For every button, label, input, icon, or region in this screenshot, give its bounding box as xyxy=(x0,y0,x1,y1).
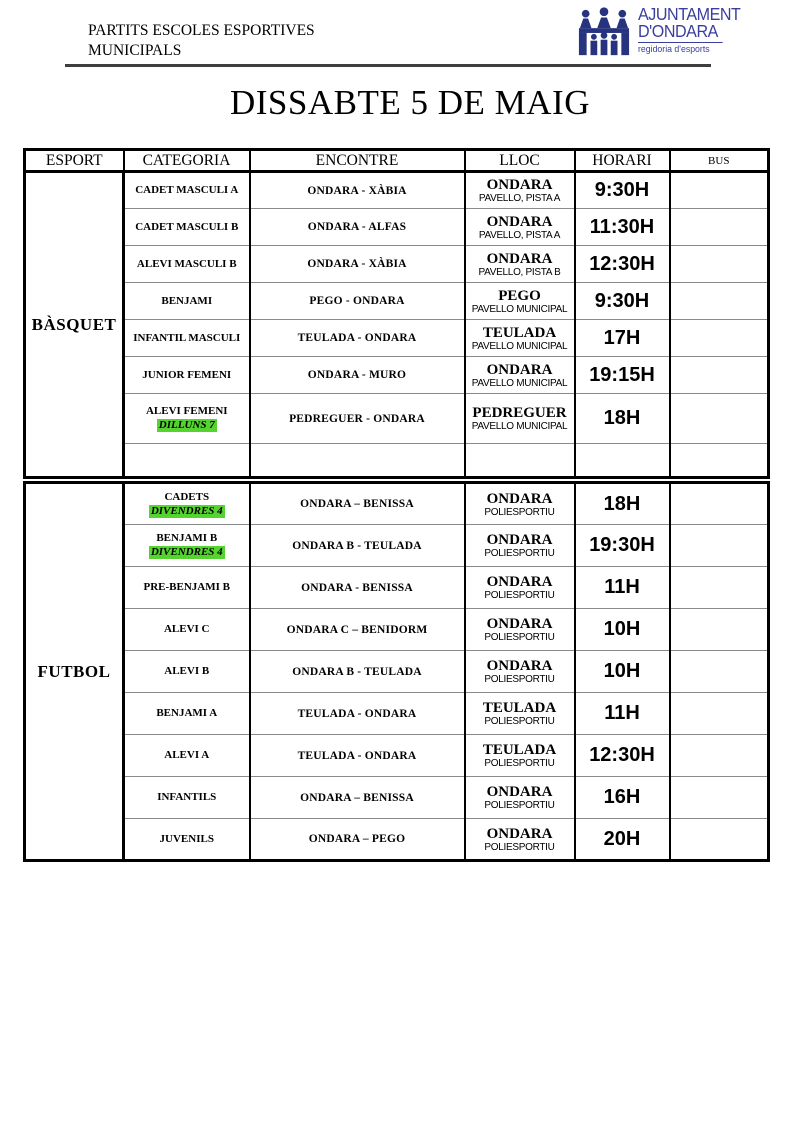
column-header-esport: ESPORT xyxy=(25,150,124,172)
encontre-cell: ONDARA – BENISSA xyxy=(250,483,465,525)
lloc-venue: POLIESPORTIU xyxy=(484,506,555,518)
categoria-label: ALEVI MASCULI B xyxy=(136,257,237,270)
lloc-town: ONDARA xyxy=(486,213,553,230)
lloc-town: ONDARA xyxy=(486,532,553,548)
table-header-row xyxy=(25,150,769,172)
categoria-cell xyxy=(124,609,250,651)
note-highlight: DILLUNS 7 xyxy=(158,419,215,431)
lloc-venue: PAVELLO MUNICIPAL xyxy=(471,421,568,432)
categoria-cell xyxy=(124,777,250,819)
encontre-cell: ONDARA - MURO xyxy=(250,357,465,394)
categoria-label: ALEVI B xyxy=(164,665,210,677)
horari-cell: 12:30H xyxy=(575,735,670,777)
lloc-town: ONDARA xyxy=(486,616,553,632)
logo-org-line2: D'ONDARA xyxy=(638,20,718,41)
lloc-venue: PAVELLO, PISTA B xyxy=(478,266,561,278)
encontre-cell: ONDARA - XÀBIA xyxy=(250,172,465,209)
lloc-venue: PAVELLO MUNICIPAL xyxy=(471,340,568,352)
column-header-categoria: CATEGORIA xyxy=(124,150,250,172)
encontre-cell: PEGO - ONDARA xyxy=(250,283,465,320)
categoria-cell xyxy=(124,693,250,735)
match-row xyxy=(25,320,769,357)
match-row xyxy=(25,777,769,819)
match-row xyxy=(25,246,769,283)
lloc-town: TEULADA xyxy=(482,700,557,716)
bus-cell xyxy=(670,357,769,394)
horari-cell: 11H xyxy=(575,567,670,609)
column-header-horari: HORARI xyxy=(575,150,670,172)
match-row xyxy=(25,525,769,567)
bus-cell xyxy=(670,394,769,444)
encontre-cell: TEULADA - ONDARA xyxy=(250,735,465,777)
bus-cell xyxy=(670,609,769,651)
bus-cell xyxy=(670,525,769,567)
bus-cell xyxy=(670,819,769,861)
bus-cell xyxy=(670,172,769,209)
lloc-town: ONDARA xyxy=(486,784,553,800)
categoria-label: ALEVI C xyxy=(163,623,210,635)
horari-cell: 18H xyxy=(575,394,670,444)
sport-label: FUTBOL xyxy=(25,483,124,861)
match-row xyxy=(25,172,769,209)
lloc-cell xyxy=(465,819,575,861)
encontre-cell: ONDARA - XÀBIA xyxy=(250,246,465,283)
lloc-town: PEDREGUER xyxy=(472,405,567,421)
bus-cell xyxy=(670,209,769,246)
empty-row xyxy=(25,444,769,478)
ondara-crest-icon xyxy=(577,6,631,58)
match-row xyxy=(25,394,769,444)
encontre-cell: PEDREGUER - ONDARA xyxy=(250,394,465,444)
lloc-cell xyxy=(465,246,575,283)
encontre-cell: ONDARA B - TEULADA xyxy=(250,651,465,693)
sport-label: BÀSQUET xyxy=(25,172,124,478)
encontre-cell: ONDARA – PEGO xyxy=(250,819,465,861)
lloc-cell xyxy=(465,394,575,444)
document-title-line2: MUNICIPALS xyxy=(88,42,182,59)
categoria-label: BENJAMI A xyxy=(156,707,218,719)
note-highlight: DIVENDRES 4 xyxy=(150,546,223,558)
logo-separator xyxy=(638,42,723,43)
lloc-venue: PAVELLO MUNICIPAL xyxy=(471,303,568,315)
categoria-label: CADET MASCULI A xyxy=(135,184,239,196)
encontre-cell: ONDARA - ALFAS xyxy=(250,209,465,246)
horari-cell: 9:30H xyxy=(575,283,670,320)
bus-cell xyxy=(670,693,769,735)
categoria-label: ALEVI A xyxy=(164,749,210,761)
match-row xyxy=(25,357,769,394)
lloc-town: TEULADA xyxy=(482,742,557,758)
encontre-cell: ONDARA – BENISSA xyxy=(250,777,465,819)
bus-cell xyxy=(670,246,769,283)
bus-cell xyxy=(670,735,769,777)
horari-cell: 9:30H xyxy=(575,172,670,209)
categoria-cell xyxy=(124,567,250,609)
futbol-table xyxy=(23,481,770,862)
bus-cell xyxy=(670,777,769,819)
horari-cell xyxy=(575,444,670,478)
logo-department: regidoria d'esports xyxy=(638,44,710,55)
encontre-cell xyxy=(250,444,465,478)
bus-cell xyxy=(670,483,769,525)
match-row xyxy=(25,693,769,735)
lloc-cell xyxy=(465,357,575,394)
categoria-cell xyxy=(124,444,250,478)
categoria-label: JUNIOR FEMENI xyxy=(142,368,232,381)
categoria-cell xyxy=(124,357,250,394)
horari-cell: 18H xyxy=(575,483,670,525)
header-divider xyxy=(65,64,711,67)
lloc-cell xyxy=(465,320,575,357)
basquet-table xyxy=(23,148,770,479)
column-header-bus: BUS xyxy=(670,150,769,172)
logo-org-line1: AJUNTAMENT xyxy=(638,4,741,24)
match-row xyxy=(25,735,769,777)
lloc-cell xyxy=(465,777,575,819)
lloc-town: ONDARA xyxy=(486,490,553,507)
lloc-venue: POLIESPORTIU xyxy=(484,758,555,769)
ajuntament-ondara-logo xyxy=(577,6,749,58)
categoria-cell xyxy=(124,320,250,357)
categoria-label: CADETS xyxy=(164,490,210,503)
bus-cell xyxy=(670,651,769,693)
lloc-cell xyxy=(465,735,575,777)
match-row xyxy=(25,483,769,525)
match-row xyxy=(25,209,769,246)
lloc-town: TEULADA xyxy=(482,324,557,341)
categoria-cell xyxy=(124,525,250,567)
column-header-lloc: LLOC xyxy=(465,150,575,172)
categoria-cell xyxy=(124,172,250,209)
match-row xyxy=(25,819,769,861)
column-header-encontre: ENCONTRE xyxy=(250,150,465,172)
lloc-venue: POLIESPORTIU xyxy=(484,716,555,727)
horari-cell: 10H xyxy=(575,609,670,651)
categoria-cell xyxy=(124,651,250,693)
match-row xyxy=(25,651,769,693)
categoria-label: ALEVI FEMENI xyxy=(145,405,228,417)
lloc-cell xyxy=(465,172,575,209)
lloc-town: ONDARA xyxy=(486,361,553,378)
categoria-cell xyxy=(124,246,250,283)
lloc-cell xyxy=(465,651,575,693)
lloc-venue: POLIESPORTIU xyxy=(484,800,555,811)
note-highlight: DIVENDRES 4 xyxy=(150,504,223,517)
lloc-cell xyxy=(465,609,575,651)
horari-cell: 16H xyxy=(575,777,670,819)
categoria-cell xyxy=(124,483,250,525)
lloc-venue: PAVELLO, PISTA A xyxy=(478,229,561,241)
logo-text xyxy=(638,6,740,55)
categoria-label: CADET MASCULI B xyxy=(135,220,239,233)
categoria-label: JUVENILS xyxy=(159,832,214,845)
encontre-cell: ONDARA B - TEULADA xyxy=(250,525,465,567)
lloc-town: ONDARA xyxy=(486,825,553,842)
categoria-cell xyxy=(124,283,250,320)
lloc-town: ONDARA xyxy=(486,574,553,590)
lloc-venue: POLIESPORTIU xyxy=(484,841,555,853)
categoria-label: INFANTIL MASCULI xyxy=(133,331,241,344)
bus-cell xyxy=(670,444,769,478)
page-title: DISSABTE 5 DE MAIG xyxy=(230,83,590,122)
categoria-cell xyxy=(124,394,250,444)
lloc-cell xyxy=(465,693,575,735)
lloc-cell xyxy=(465,209,575,246)
match-row xyxy=(25,609,769,651)
horari-cell: 19:15H xyxy=(575,357,670,394)
lloc-cell xyxy=(465,567,575,609)
lloc-cell xyxy=(465,525,575,567)
lloc-town: ONDARA xyxy=(486,250,553,267)
categoria-label: BENJAMI B xyxy=(156,532,218,544)
encontre-cell: ONDARA - BENISSA xyxy=(250,567,465,609)
lloc-town: ONDARA xyxy=(486,658,553,674)
schedule xyxy=(23,148,767,862)
lloc-venue: POLIESPORTIU xyxy=(484,590,555,601)
lloc-venue: POLIESPORTIU xyxy=(484,548,555,559)
horari-cell: 17H xyxy=(575,320,670,357)
bus-cell xyxy=(670,567,769,609)
lloc-town: PEGO xyxy=(498,287,541,304)
categoria-label: BENJAMI xyxy=(161,294,213,307)
lloc-venue: PAVELLO, PISTA A xyxy=(478,193,561,204)
encontre-cell: TEULADA - ONDARA xyxy=(250,320,465,357)
match-row xyxy=(25,567,769,609)
encontre-cell: TEULADA - ONDARA xyxy=(250,693,465,735)
lloc-town: ONDARA xyxy=(486,177,553,193)
lloc-cell xyxy=(465,283,575,320)
document-title xyxy=(88,21,315,61)
horari-cell: 10H xyxy=(575,651,670,693)
lloc-venue: POLIESPORTIU xyxy=(484,632,555,643)
horari-cell: 11H xyxy=(575,693,670,735)
match-row xyxy=(25,283,769,320)
lloc-cell xyxy=(465,483,575,525)
lloc-venue: POLIESPORTIU xyxy=(484,674,555,685)
horari-cell: 19:30H xyxy=(575,525,670,567)
horari-cell: 12:30H xyxy=(575,246,670,283)
categoria-cell xyxy=(124,209,250,246)
categoria-cell xyxy=(124,819,250,861)
categoria-cell xyxy=(124,735,250,777)
bus-cell xyxy=(670,320,769,357)
horari-cell: 11:30H xyxy=(575,209,670,246)
bus-cell xyxy=(670,283,769,320)
categoria-label: PRE-BENJAMI B xyxy=(143,581,230,593)
categoria-label: INFANTILS xyxy=(157,791,217,803)
encontre-cell: ONDARA C – BENIDORM xyxy=(250,609,465,651)
horari-cell: 20H xyxy=(575,819,670,861)
document-title-line1: PARTITS ESCOLES ESPORTIVES xyxy=(88,22,315,39)
lloc-venue: PAVELLO MUNICIPAL xyxy=(471,377,568,389)
lloc-cell xyxy=(465,444,575,478)
